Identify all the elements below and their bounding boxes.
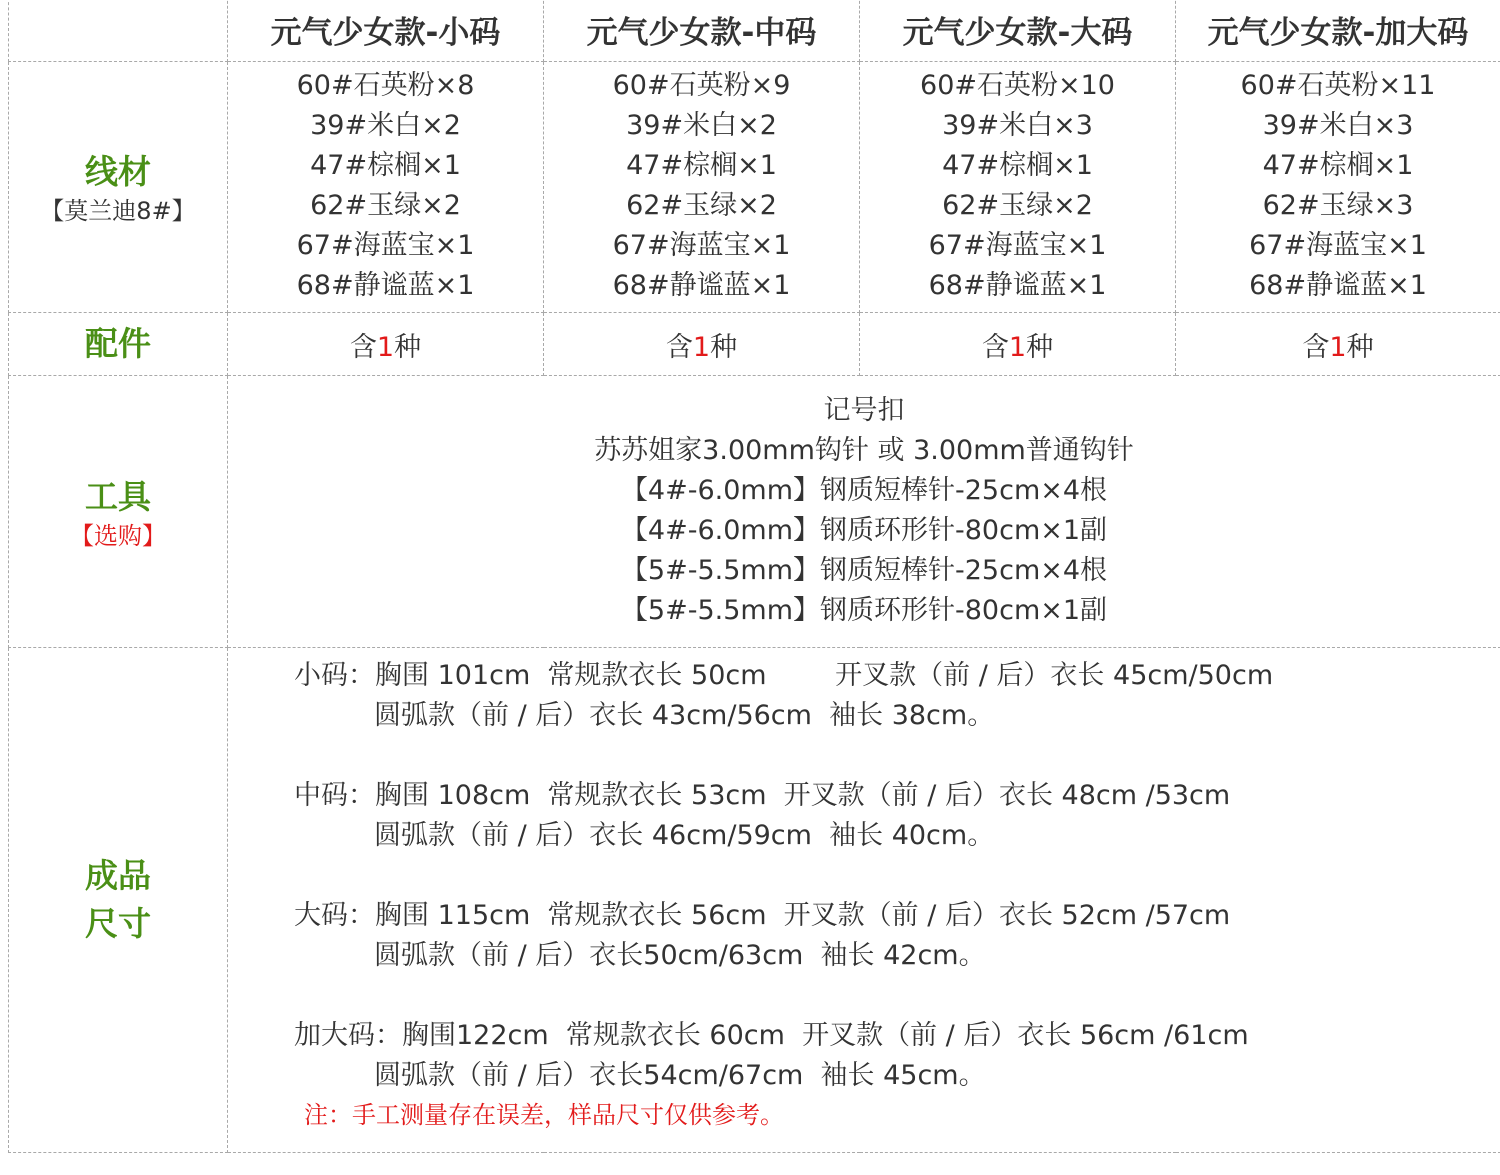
tool-item: 记号扣	[823, 394, 905, 426]
size-block-small	[228, 648, 1500, 736]
header-row	[9, 0, 1500, 62]
tool-item: 苏苏姐家3.00mm钩针 或 3.00mm普通钩针	[594, 434, 1134, 466]
acc-count: 1	[692, 331, 711, 363]
yarn-item: 62#玉绿×2	[942, 190, 1093, 221]
acc-count: 1	[376, 331, 395, 363]
yarn-item: 67#海蓝宝×1	[612, 230, 791, 261]
yarn-item: 67#海蓝宝×1	[296, 230, 475, 261]
yarn-label: 线材	[85, 152, 151, 191]
sizes-label-line2: 尺寸	[85, 904, 151, 943]
accessories-row	[9, 313, 1500, 376]
header-corner	[9, 0, 228, 62]
yarn-item: 68#静谧蓝×1	[928, 270, 1107, 301]
spec-table	[8, 0, 1500, 1153]
yarn-item: 67#海蓝宝×1	[928, 230, 1107, 261]
yarn-sub-label: 【莫兰迪8#】	[40, 197, 196, 225]
yarn-xlarge	[1176, 62, 1500, 313]
acc-count: 1	[1329, 331, 1347, 363]
acc-suffix: 种	[394, 331, 422, 363]
acc-count: 1	[1008, 331, 1027, 363]
acc-suffix: 种	[710, 331, 738, 363]
size-block-xlarge	[228, 1016, 1500, 1096]
accessories-xlarge	[1176, 313, 1500, 376]
tools-row	[9, 376, 1500, 648]
accessories-medium	[544, 313, 860, 376]
yarn-item: 39#米白×2	[310, 110, 461, 141]
header-small: 元气少女款-小码	[228, 0, 544, 62]
yarn-item: 62#玉绿×2	[310, 190, 461, 221]
size-line: 圆弧款（前 / 后）衣长 46cm/59cm 袖长 40cm。	[374, 820, 995, 851]
sizes-row	[9, 648, 1500, 1153]
yarn-item: 68#静谧蓝×1	[612, 270, 791, 301]
spacer	[228, 856, 1500, 896]
yarn-item: 47#棕榈×1	[942, 150, 1093, 181]
acc-suffix: 种	[1026, 331, 1054, 363]
yarn-row	[9, 62, 1500, 313]
yarn-item: 47#棕榈×1	[1262, 150, 1414, 181]
yarn-item: 62#玉绿×3	[1262, 190, 1414, 221]
yarn-item: 39#米白×3	[1262, 110, 1414, 141]
yarn-label-cell	[9, 62, 228, 313]
size-block-medium	[228, 776, 1500, 856]
yarn-item: 60#石英粉×9	[612, 70, 791, 101]
measurement-note: 注：手工测量存在误差，样品尺寸仅供参考。	[304, 1101, 784, 1129]
accessories-label-cell	[9, 313, 228, 376]
spec-table-wrapper	[8, 0, 1500, 1153]
header-large: 元气少女款-大码	[860, 0, 1176, 62]
size-line: 小码：胸围 101cm 常规款衣长 50cm 开叉款（前 / 后）衣长 45cm/50cm	[294, 660, 1274, 691]
acc-prefix: 含	[981, 331, 1009, 363]
spacer	[228, 736, 1500, 776]
acc-prefix: 含	[349, 331, 377, 363]
header-medium: 元气少女款-中码	[544, 0, 860, 62]
yarn-item: 60#石英粉×11	[1240, 70, 1436, 101]
yarn-large	[860, 62, 1176, 313]
sizes-details	[228, 648, 1500, 1153]
tools-label: 工具	[85, 476, 151, 516]
tool-item: 【5#-5.5mm】钢质短棒针-25cm×4根	[620, 554, 1108, 586]
yarn-item: 47#棕榈×1	[310, 150, 461, 181]
yarn-item: 60#石英粉×10	[920, 70, 1115, 101]
yarn-medium	[544, 62, 860, 313]
tools-list	[228, 376, 1500, 648]
tool-item: 【4#-6.0mm】钢质环形针-80cm×1副	[620, 514, 1108, 546]
acc-suffix: 种	[1346, 331, 1374, 363]
yarn-item: 62#玉绿×2	[626, 190, 777, 221]
yarn-item: 67#海蓝宝×1	[1249, 230, 1427, 261]
accessories-large	[860, 313, 1176, 376]
size-line: 中码：胸围 108cm 常规款衣长 53cm 开叉款（前 / 后）衣长 48cm /53cm	[294, 780, 1231, 811]
size-line: 圆弧款（前 / 后）衣长50cm/63cm 袖长 42cm。	[374, 940, 986, 971]
tool-item: 【5#-5.5mm】钢质环形针-80cm×1副	[620, 594, 1108, 626]
tools-label-cell	[9, 376, 228, 648]
yarn-item: 47#棕榈×1	[626, 150, 777, 181]
yarn-item: 68#静谧蓝×1	[296, 270, 475, 301]
acc-prefix: 含	[1302, 331, 1330, 363]
acc-prefix: 含	[665, 331, 693, 363]
size-line: 加大码：胸围122cm 常规款衣长 60cm 开叉款（前 / 后）衣长 56cm /61cm	[294, 1020, 1249, 1051]
accessories-label: 配件	[85, 324, 151, 363]
size-line: 大码：胸围 115cm 常规款衣长 56cm 开叉款（前 / 后）衣长 52cm /57cm	[294, 900, 1231, 931]
spacer	[228, 976, 1500, 1016]
yarn-item: 60#石英粉×8	[296, 70, 475, 101]
tool-item: 【4#-6.0mm】钢质短棒针-25cm×4根	[620, 474, 1108, 506]
size-line: 圆弧款（前 / 后）衣长 43cm/56cm 袖长 38cm。	[374, 700, 995, 731]
yarn-item: 39#米白×2	[626, 110, 777, 141]
header-xlarge: 元气少女款-加大码	[1176, 0, 1500, 62]
sizes-label-line1: 成品	[85, 856, 151, 895]
accessories-small	[228, 313, 544, 376]
size-block-large	[228, 896, 1500, 976]
size-line: 圆弧款（前 / 后）衣长54cm/67cm 袖长 45cm。	[374, 1060, 986, 1091]
sizes-label-cell	[9, 648, 228, 1153]
yarn-item: 68#静谧蓝×1	[1249, 270, 1427, 301]
yarn-item: 39#米白×3	[942, 110, 1093, 141]
tools-sub-label: 【选购】	[70, 521, 166, 550]
yarn-small	[228, 62, 544, 313]
